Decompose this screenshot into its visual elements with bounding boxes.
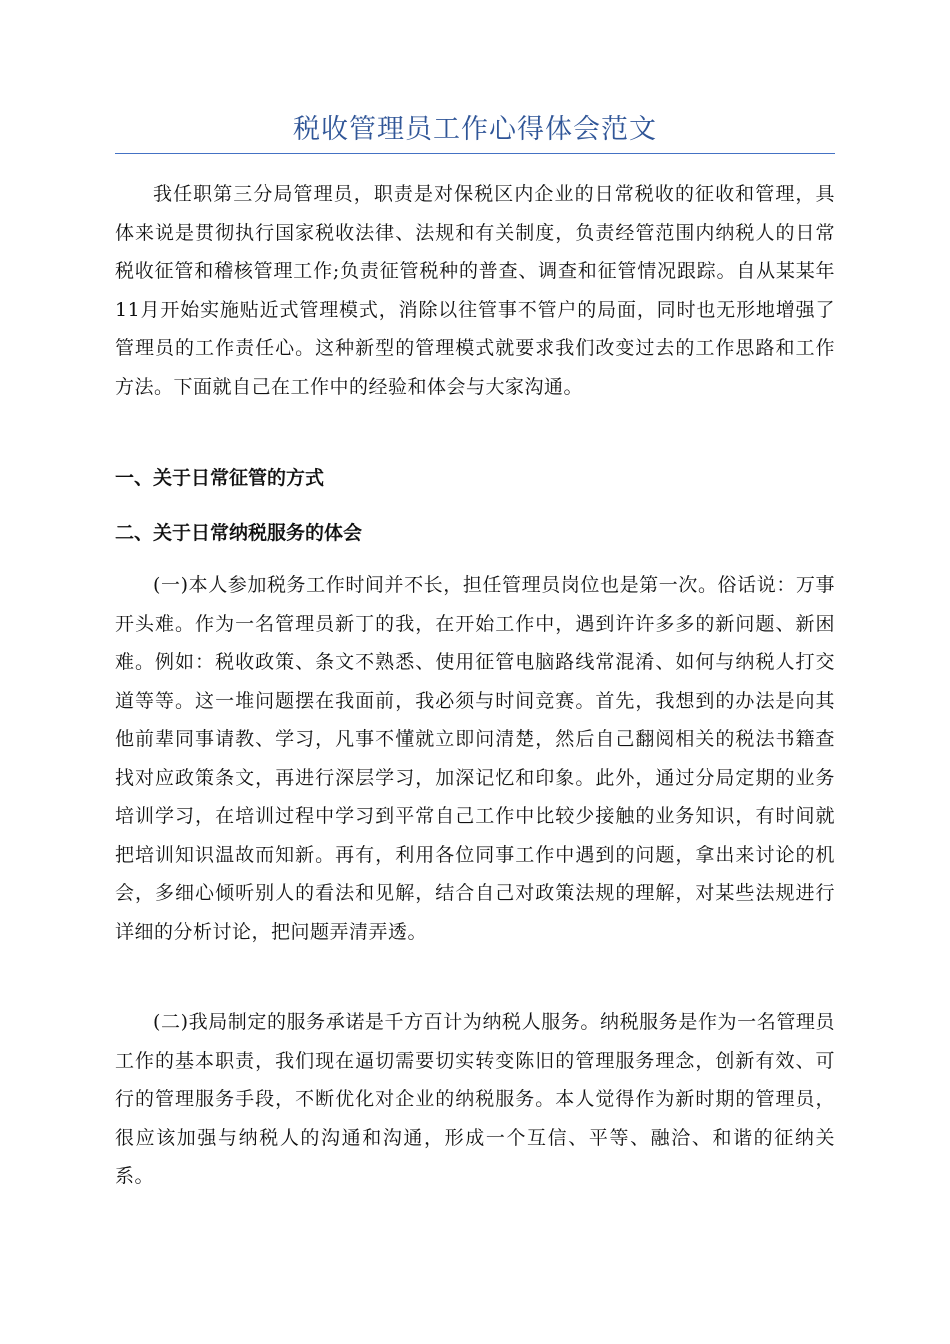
body-paragraph-1: (一)本人参加税务工作时间并不长，担任管理员岗位也是第一次。俗话说：万事开头难。作为一名管理员新丁的我，在开始工作中，遇到许许多多的新问题、新困难。例如：税收政策、条文不熟悉、使用征管电脑路线常混淆、如何与纳税人打交道等等。这一堆问题摆在我面前，我必须与时间竞赛。首先，我想到的办法是向其他前辈同事请教、学习，凡事不懂就立即问清楚，然后自己翻阅相关的税法书籍查找对应政策条文，再进行深层学习，加深记忆和印象。此外，通过分局定期的业务培训学习，在培训过程中学习到平常自己工作中比较少接触的业务知识，有时间就把培训知识温故而知新。再有，利用各位同事工作中遇到的问题，拿出来讨论的机会，多细心倾听别人的看法和见解，结合自己对政策法规的理解，对某些法规进行详细的分析讨论，把问题弄清弄透。 (115, 574, 835, 943)
title-underline-divider (115, 153, 835, 154)
section-heading-2: 二、关于日常纳税服务的体会 (115, 522, 363, 544)
document-title: 税收管理员工作心得体会范文 (293, 114, 657, 145)
intro-paragraph: 我任职第三分局管理员，职责是对保税区内企业的日常税收的征收和管理，具体来说是贯彻执行国家税收法律、法规和有关制度，负责经管范围内纳税人的日常税收征管和稽核管理工作;负责征管税种的普查、调查和征管情况跟踪。自从某某年11月开始实施贴近式管理模式，消除以往管事不管户的局面，同时也无形地增强了管理员的工作责任心。这种新型的管理模式就要求我们改变过去的工作思路和工作方法。下面就自己在工作中的经验和体会与大家沟通。 (115, 183, 835, 398)
section-heading-1: 一、关于日常征管的方式 (115, 467, 325, 489)
body-paragraph-2: (二)我局制定的服务承诺是千方百计为纳税人服务。纳税服务是作为一名管理员工作的基本职责，我们现在逼切需要切实转变陈旧的管理服务理念，创新有效、可行的管理服务手段，不断优化对企业的纳税服务。本人觉得作为新时期的管理员，很应该加强与纳税人的沟通和沟通，形成一个互信、平等、融洽、和谐的征纳关系。 (115, 1011, 835, 1187)
